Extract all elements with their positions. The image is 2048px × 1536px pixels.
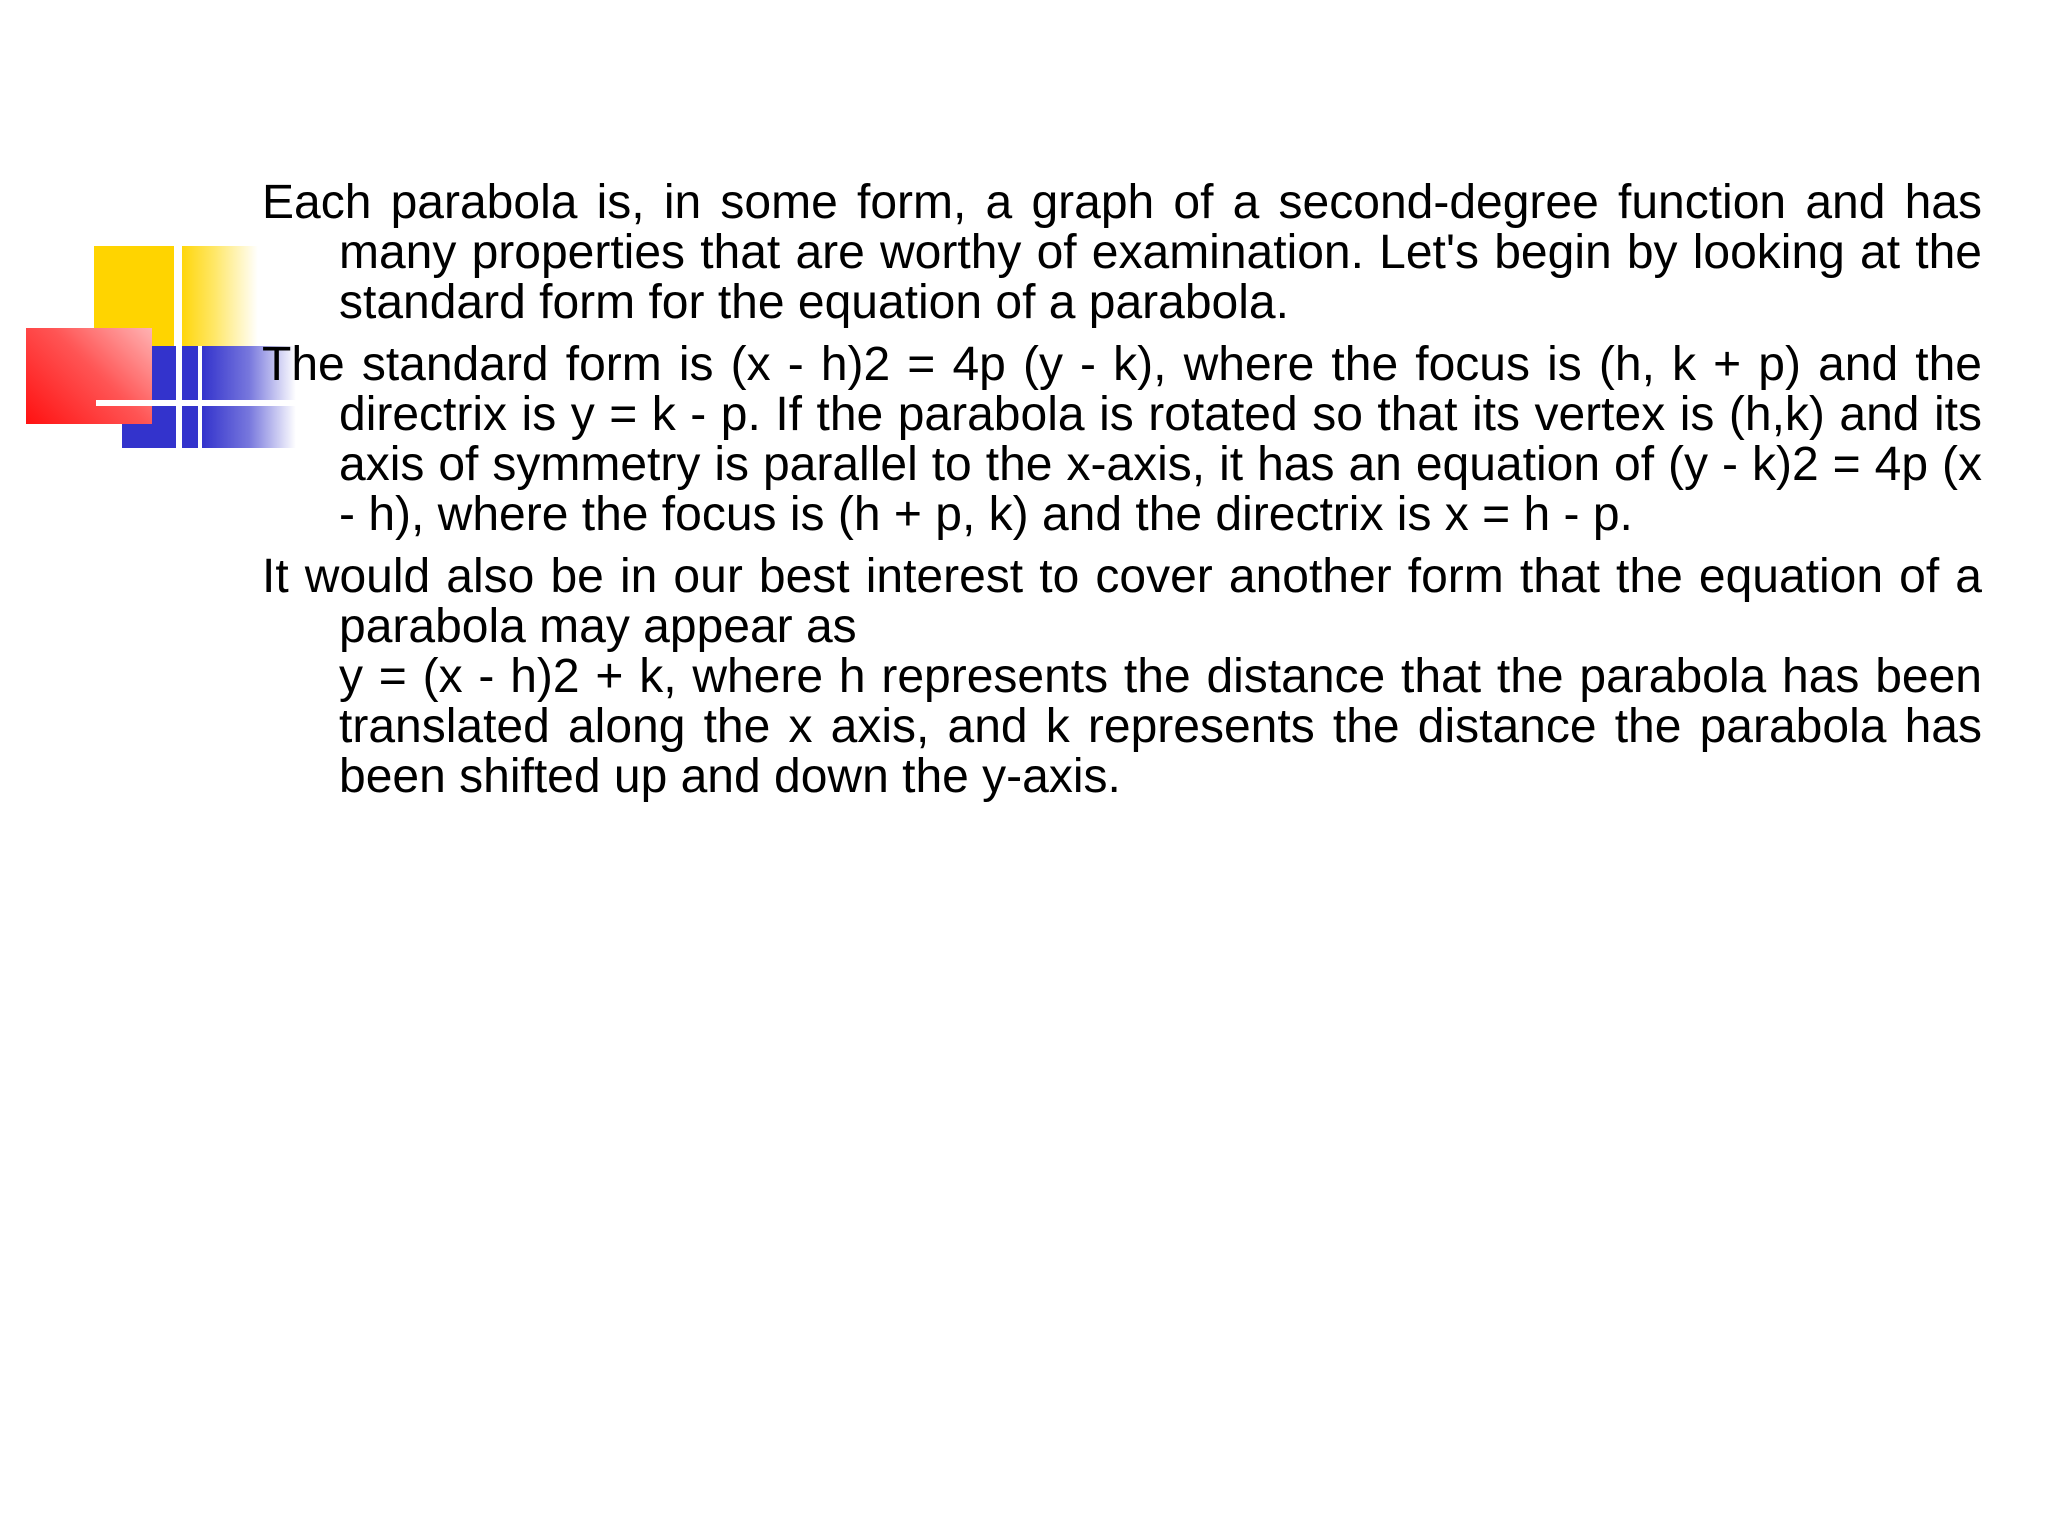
yellow-gradient-square bbox=[178, 246, 258, 346]
paragraph-standard-form: The standard form is (x - h)2 = 4p (y - k), where the focus is (h, k + p) and the directrix is y = k - p. If the parabola is rotated so that its vertex is (h,k) and its axis of symmetry is parallel to the x-axis, it has an equation of (y - k)2 = 4p (x - h), where the focus is (h + p, k) and the directrix is x = h - p. bbox=[262, 338, 1982, 541]
white-divider-vertical bbox=[176, 246, 182, 448]
slide-body-text bbox=[262, 178, 1982, 814]
paragraph-vertex-form-line2: y = (x - h)2 + k, where h represents the distance that the parabola has been translated along the x axis, and k represents the distance the parabola has been shifted up and down the y-axis. bbox=[339, 650, 1982, 803]
paragraph-intro: Each parabola is, in some form, a graph of a second-degree function and has many properties that are worthy of examination. Let's begin by looking at the standard form for the equation of a parabola. bbox=[262, 176, 1982, 329]
decorative-squares-logo bbox=[26, 246, 296, 456]
paragraph-vertex-form bbox=[262, 552, 1982, 802]
paragraph-vertex-form-line1: It would also be in our best interest to cover another form that the equation of a parabola may appear as bbox=[262, 550, 1982, 653]
red-gradient-square bbox=[26, 328, 152, 424]
